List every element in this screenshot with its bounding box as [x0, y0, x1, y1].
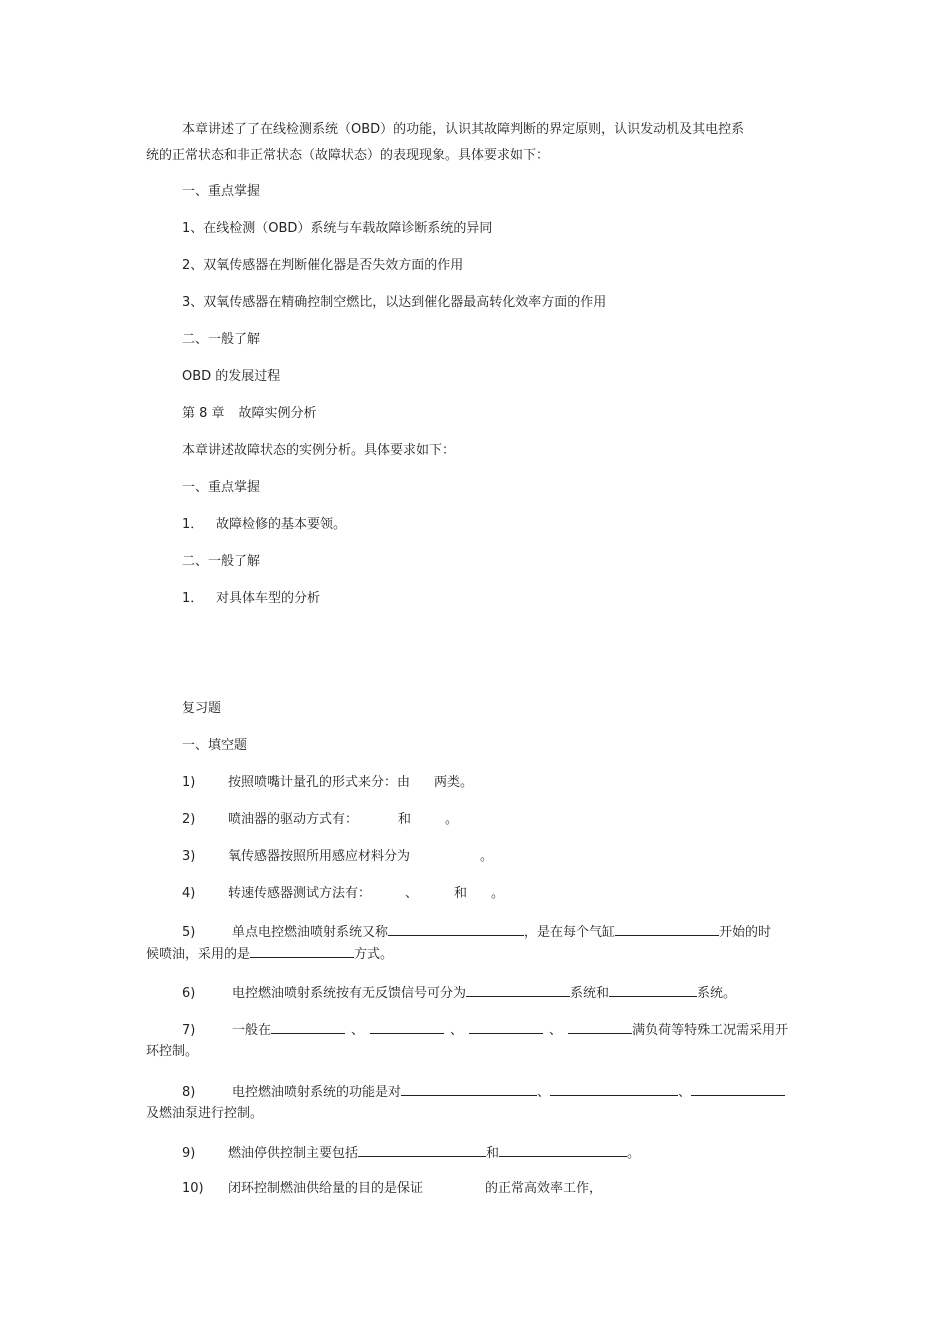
blank-line — [609, 983, 697, 997]
question-text: 按照喷嘴计量孔的形式来分：由 — [228, 775, 411, 790]
question-2 — [182, 811, 458, 829]
question-text: 。 — [480, 849, 494, 864]
blank-line — [615, 922, 719, 936]
question-text: 闭环控制燃油供给量的目的是保证 — [228, 1181, 424, 1196]
question-number: 5) — [182, 925, 196, 940]
chapter-intro: 本章讲述故障状态的实例分析。具体要求如下： — [182, 443, 456, 458]
chapter-title: 故障实例分析 — [238, 406, 317, 421]
question-7 — [182, 1020, 788, 1040]
question-text: 。 — [627, 1146, 641, 1161]
question-number: 7) — [182, 1023, 196, 1038]
intro-line-1: 本章讲述了了在线检测系统（OBD）的功能，认识其故障判断的界定原则，认识发动机及其电控系 — [182, 122, 745, 137]
blank-line — [401, 1082, 537, 1096]
key-item-2: 2、双氧传感器在判断催化器是否失效方面的作用 — [182, 258, 464, 273]
question-5 — [182, 922, 771, 942]
intro-line-2: 统的正常状态和非正常状态（故障状态）的表现现象。具体要求如下： — [146, 148, 550, 163]
question-5-continued — [146, 944, 393, 964]
question-text: 电控燃油喷射系统按有无反馈信号可分为 — [232, 986, 467, 1001]
blank-line — [691, 1082, 785, 1096]
question-text: 单点电控燃油喷射系统又称 — [232, 925, 389, 940]
question-text: 、 — [405, 886, 419, 901]
question-text: 电控燃油喷射系统的功能是对 — [232, 1085, 402, 1100]
blank-line — [466, 983, 570, 997]
separator: 、 — [351, 1023, 365, 1038]
question-text: 氧传感器按照所用感应材料分为 — [228, 849, 411, 864]
question-text: 。 — [491, 886, 505, 901]
blank-line — [469, 1020, 543, 1034]
question-6 — [182, 983, 736, 1003]
question-text: 两类。 — [434, 775, 474, 790]
question-text: 系统。 — [697, 986, 737, 1001]
question-text: 和 — [454, 886, 468, 901]
blank-line — [568, 1020, 632, 1034]
chapter-heading — [182, 405, 317, 423]
item-text: 故障检修的基本要领。 — [216, 517, 347, 532]
general-item-1: OBD 的发展过程 — [182, 369, 281, 384]
item-text: 对具体车型的分析 — [216, 591, 321, 606]
question-text: 满负荷等特殊工况需采用开 — [632, 1023, 789, 1038]
ch8-general-item — [182, 590, 320, 608]
question-number: 6) — [182, 986, 196, 1001]
key-item-1: 1、在线检测（OBD）系统与车载故障诊断系统的异同 — [182, 221, 493, 236]
section-heading-general-2: 二、一般了解 — [182, 554, 261, 569]
question-text: 和 — [486, 1146, 500, 1161]
question-4 — [182, 885, 504, 903]
separator: 、 — [549, 1023, 563, 1038]
question-text: 的正常高效率工作， — [485, 1181, 603, 1196]
question-text: 方式。 — [354, 947, 394, 962]
blank-line — [499, 1143, 627, 1157]
separator: 、 — [450, 1023, 464, 1038]
question-10 — [182, 1180, 602, 1198]
section-heading-key-2: 一、重点掌握 — [182, 480, 261, 495]
blank-line — [358, 1143, 486, 1157]
question-number: 4) — [182, 886, 196, 901]
question-text: 候喷油，采用的是 — [146, 947, 251, 962]
separator: 、 — [678, 1085, 692, 1100]
item-number: 1． — [182, 517, 204, 532]
question-8 — [182, 1082, 785, 1102]
item-number: 1． — [182, 591, 204, 606]
question-text: 开始的时 — [719, 925, 772, 940]
question-8-continued: 及燃油泵进行控制。 — [146, 1106, 264, 1121]
question-text: 系统和 — [570, 986, 610, 1001]
question-number: 10) — [182, 1181, 204, 1196]
question-number: 2) — [182, 812, 196, 827]
question-3 — [182, 848, 493, 866]
blank-line — [250, 944, 354, 958]
section-heading-key: 一、重点掌握 — [182, 184, 261, 199]
chapter-label: 第 8 章 — [182, 406, 225, 421]
question-text: 。 — [445, 812, 459, 827]
question-number: 3) — [182, 849, 196, 864]
blank-line — [370, 1020, 444, 1034]
question-text: 燃油停供控制主要包括 — [228, 1146, 359, 1161]
section-heading-general: 二、一般了解 — [182, 332, 261, 347]
question-9 — [182, 1143, 640, 1163]
question-number: 1) — [182, 775, 196, 790]
question-number: 8) — [182, 1085, 196, 1100]
key-item-3: 3、双氧传感器在精确控制空燃比，以达到催化器最高转化效率方面的作用 — [182, 295, 607, 310]
question-text: 喷油器的驱动方式有： — [228, 812, 359, 827]
question-text: 和 — [398, 812, 412, 827]
question-number: 9) — [182, 1146, 196, 1161]
separator: 、 — [537, 1085, 551, 1100]
ch8-key-item — [182, 516, 346, 534]
question-1 — [182, 774, 473, 792]
review-subtitle: 一、填空题 — [182, 738, 248, 753]
review-title: 复习题 — [182, 701, 222, 716]
question-text: 转速传感器测试方法有： — [228, 886, 372, 901]
blank-line — [550, 1082, 678, 1096]
question-text: 一般在 — [232, 1023, 272, 1038]
blank-line — [388, 922, 524, 936]
question-7-continued: 环控制。 — [146, 1044, 199, 1059]
question-text: ，是在每个气缸 — [524, 925, 616, 940]
blank-line — [271, 1020, 345, 1034]
